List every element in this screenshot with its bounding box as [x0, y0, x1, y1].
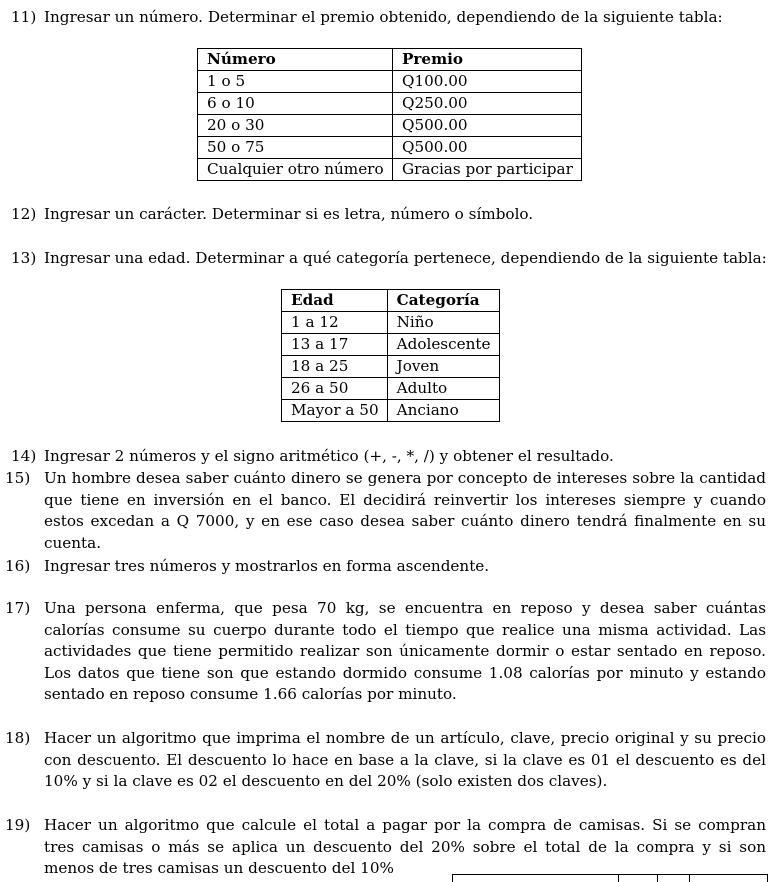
exercise-number: 19): [5, 816, 31, 834]
exercise-number: 12): [11, 205, 37, 223]
table-cell: 6 o 10: [198, 93, 393, 115]
exercise-number: 16): [5, 557, 31, 575]
table-cell: Anciano: [387, 400, 499, 422]
table-cell: Adulto: [387, 378, 499, 400]
table-row: [282, 400, 500, 422]
exercise-text: Ingresar un carácter. Determinar si es letra, número o símbolo.: [44, 205, 534, 223]
table-cell: Q250.00: [393, 93, 582, 115]
table-cell: 20 o 30: [198, 115, 393, 137]
exercise-text: Ingresar tres números y mostrarlos en forma ascendente.: [44, 557, 490, 575]
table-header: Número: [198, 49, 393, 71]
table-row: [282, 356, 500, 378]
table-cell: 13 a 17: [282, 334, 388, 356]
table-cell: Niño: [387, 312, 499, 334]
exercise-text: Hacer un algoritmo que imprima el nombre de un artículo, clave, precio original y su precio con descuento. El descuento lo hace en base a la clave, si la clave es 01 el descuento es del 10% y si la clave es 02 el descuento en del 20% (solo existen dos claves).: [44, 729, 766, 790]
table-header: Categoría: [387, 290, 499, 312]
table-cell: Gracias por participar: [393, 159, 582, 181]
exercise-number: 14): [11, 447, 37, 465]
table-header: Premio: [393, 49, 582, 71]
exercise-text: Una persona enferma, que pesa 70 kg, se encuentra en reposo y desea saber cuántas calorías consume su cuerpo durante todo el tiempo que realice una misma actividad. Las actividades que tiene permitido realizar son únicamente dormir o estar sentado en reposo. Los datos que tiene son que estando dormido consume 1.08 calorías por minuto y estando sentado en reposo consume 1.66 calorías por minuto.: [44, 599, 766, 703]
exercise-number: 17): [5, 599, 31, 617]
exercise-text: Ingresar un número. Determinar el premio obtenido, dependiendo de la siguiente tabla:: [44, 8, 723, 26]
prize-table: [197, 48, 582, 181]
table-row: [198, 159, 582, 181]
exercise-text: Hacer un algoritmo que calcule el total a pagar por la compra de camisas. Si se compran tres camisas o más se aplica un descuento del 20% sobre el total de la compra y si son menos de tres camisas un descuento del 10%: [44, 816, 766, 877]
table-cell: 1 o 5: [198, 71, 393, 93]
table-header: Edad: [282, 290, 388, 312]
exercise-text: Un hombre desea saber cuánto dinero se genera por concepto de intereses sobre la cantidad que tiene en inversión en el banco. El decidirá reinvertir los intereses siempre y cuando estos excedan a Q 7000, y en ese caso desea saber cuánto dinero tendrá finalmente en su cuenta.: [44, 469, 766, 552]
table-header-row: [282, 290, 500, 312]
table-cell: Joven: [387, 356, 499, 378]
table-cell: 50 o 75: [198, 137, 393, 159]
exercise-number: 11): [11, 8, 37, 26]
table-row: [198, 115, 582, 137]
table-cell: Q500.00: [393, 115, 582, 137]
table-cell: Adolescente: [387, 334, 499, 356]
table-row: [198, 93, 582, 115]
table-cell: Q100.00: [393, 71, 582, 93]
table-row: [282, 378, 500, 400]
exercise-text: Ingresar una edad. Determinar a qué categoría pertenece, dependiendo de la siguiente tabla:: [44, 249, 767, 267]
table-cell: 26 a 50: [282, 378, 388, 400]
table-row: [282, 334, 500, 356]
table-header-row: [198, 49, 582, 71]
table-cell: Mayor a 50: [282, 400, 388, 422]
table-row: [198, 137, 582, 159]
exercise-number: 13): [11, 249, 37, 267]
table-row: [198, 71, 582, 93]
table-cell: 1 a 12: [282, 312, 388, 334]
table-cell: Cualquier otro número: [198, 159, 393, 181]
table-cell: Q500.00: [393, 137, 582, 159]
exercise-number: 15): [5, 469, 31, 487]
table-cell: 18 a 25: [282, 356, 388, 378]
exercise-text: Ingresar 2 números y el signo aritmético (+, -, *, /) y obtener el resultado.: [44, 447, 614, 465]
table-row: [282, 312, 500, 334]
exercise-number: 18): [5, 729, 31, 747]
age-table: [281, 289, 500, 422]
